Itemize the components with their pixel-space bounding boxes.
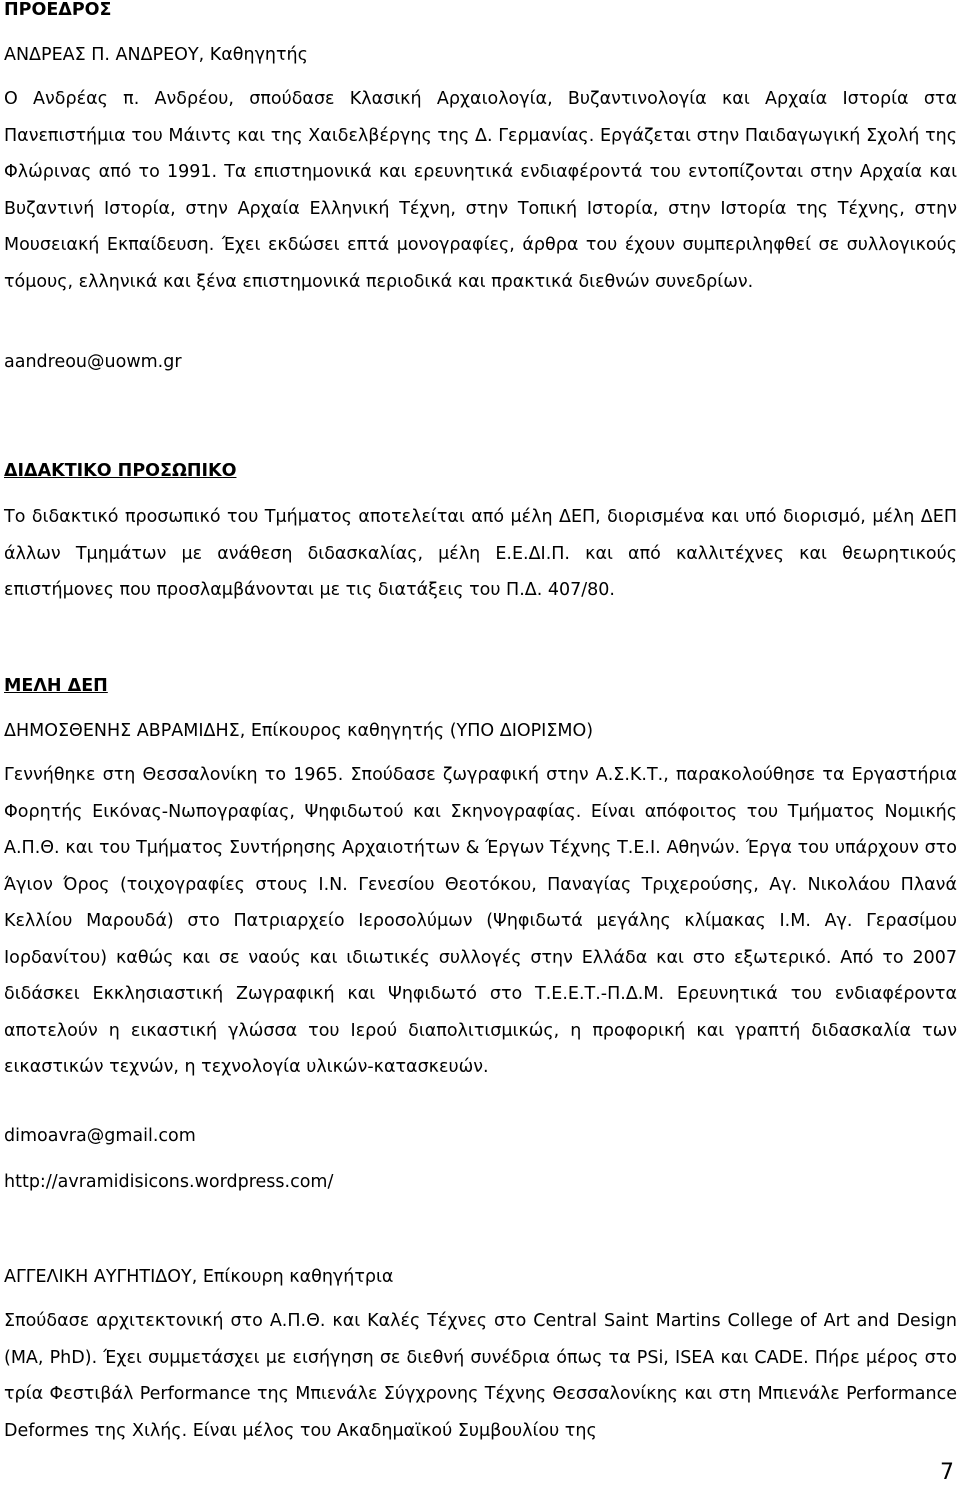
- president-bio: Ο Ανδρέας π. Ανδρέου, σπούδασε Κλασική Αρχαιολογία, Βυζαντινολογία και Αρχαία Ιστορία στα Πανεπιστήμια του Μάιντς και της Χαιδελβέργης της Δ. Γερμανίας. Εργάζεται στην Παιδαγωγική Σχολή της Φλώρινας από το 1991. Τα επιστημονικά και ερευνητικά ενδιαφέροντά του εντοπίζονται στην Αρχαία και Βυζαντινή Ιστορία, στην Αρχαία Ελληνική Τέχνη, στην Τοπική Ιστορία, στην Ιστορία της Τέχνης, στην Μουσειακή Εκπαίδευση. Έχει εκδώσει επτά μονογραφίες, άρθρα του έχουν συμπεριληφθεί σε συλλογικούς τόμους, ελληνικά και ξένα επιστημονικά περιοδικά και πρακτικά διεθνών συνεδρίων.: [4, 89, 957, 292]
- dep-members-heading: ΜΕΛΗ ΔΕΠ: [4, 676, 108, 696]
- teaching-staff-heading: ΔΙΔΑΚΤΙΚΟ ΠΡΟΣΩΠΙΚΟ: [4, 461, 237, 481]
- president-name: ΑΝΔΡΕΑΣ Π. ΑΝΔΡΕΟΥ, Καθηγητής: [4, 45, 308, 65]
- teaching-staff-text: Το διδακτικό προσωπικό του Τμήματος αποτελείται από μέλη ΔΕΠ, διορισμένα και υπό διορισμό, μέλη ΔΕΠ άλλων Τμημάτων με ανάθεση διδασκαλίας, μέλη Ε.Ε.ΔΙ.Π. και από καλλιτέχνες και θεωρητικούς επιστήμονες που προσλαμβάνονται με τις διατάξεις του Π.Δ. 407/80.: [4, 507, 957, 600]
- member-website-avramidis[interactable]: http://avramidisicons.wordpress.com/: [4, 1172, 334, 1192]
- member-name-avgitidou: ΑΓΓΕΛΙΚΗ ΑΥΓΗΤΙΔΟΥ, Επίκουρη καθηγήτρια: [4, 1267, 394, 1287]
- page-number: 7: [940, 1460, 954, 1485]
- member-bio-avramidis: Γεννήθηκε στη Θεσσαλονίκη το 1965. Σπούδασε ζωγραφική στην Α.Σ.Κ.Τ., παρακολούθησε τα Εργαστήρια Φορητής Εικόνας-Νωπογραφίας, Ψηφιδωτού και Σκηνογραφίας. Είναι απόφοιτος του Τμήματος Νομικής Α.Π.Θ. και του Τμήματος Συντήρησης Αρχαιοτήτων & Έργων Τέχνης Τ.Ε.Ι. Αθηνών. Έργα του υπάρχουν στο Άγιον Όρος (τοιχογραφίες στους Ι.Ν. Γενεσίου Θεοτόκου, Παναγίας Τριχερούσης, Αγ. Νικολάου Πλανά Κελλίου Μαρουδά) στο Πατριαρχείο Ιεροσολύμων (Ψηφιδωτά μεγάλης κλίμακας Ι.Μ. Αγ. Γερασίμου Ιορδανίτου) καθώς και σε ναούς και ιδιωτικές συλλογές στην Ελλάδα και στο εξωτερικό. Από το 2007 διδάσκει Εκκλησιαστική Ζωγραφική και Ψηφιδωτό στο Τ.Ε.Ε.Τ.-Π.Δ.Μ. Ερευνητικά του ενδιαφέροντα αποτελούν η εικαστική γλώσσα του Ιερού διαπολιτισμικώς, η προφορική και γραπτή διδασκαλία των εικαστικών τεχνών, η τεχνολογία υλικών-κατασκευών.: [4, 765, 957, 1077]
- member-bio-avgitidou: Σπούδασε αρχιτεκτονική στο Α.Π.Θ. και Καλές Τέχνες στο Central Saint Martins College of Art and Design (MA, PhD). Έχει συμμετάσχει με εισήγηση σε διεθνή συνέδρια όπως τα PSi, ISEA και CADE. Πήρε μέρος στο τρία Φεστιβάλ Performance της Μπιενάλε Σύγχρονης Τέχνης Θεσσαλονίκης και στη Μπιενάλε Performance Deformes της Χιλής. Είναι μέλος του Ακαδημαϊκού Συμβουλίου της: [4, 1311, 957, 1441]
- president-email[interactable]: aandreou@uowm.gr: [4, 352, 182, 372]
- member-name-avramidis: ΔΗΜΟΣΘΕΝΗΣ ΑΒΡΑΜΙΔΗΣ, Επίκουρος καθηγητής (ΥΠΟ ΔΙΟΡΙΣΜΟ): [4, 721, 594, 741]
- member-email-avramidis[interactable]: dimoavra@gmail.com: [4, 1126, 196, 1146]
- president-heading: ΠΡΟΕΔΡΟΣ: [4, 0, 112, 20]
